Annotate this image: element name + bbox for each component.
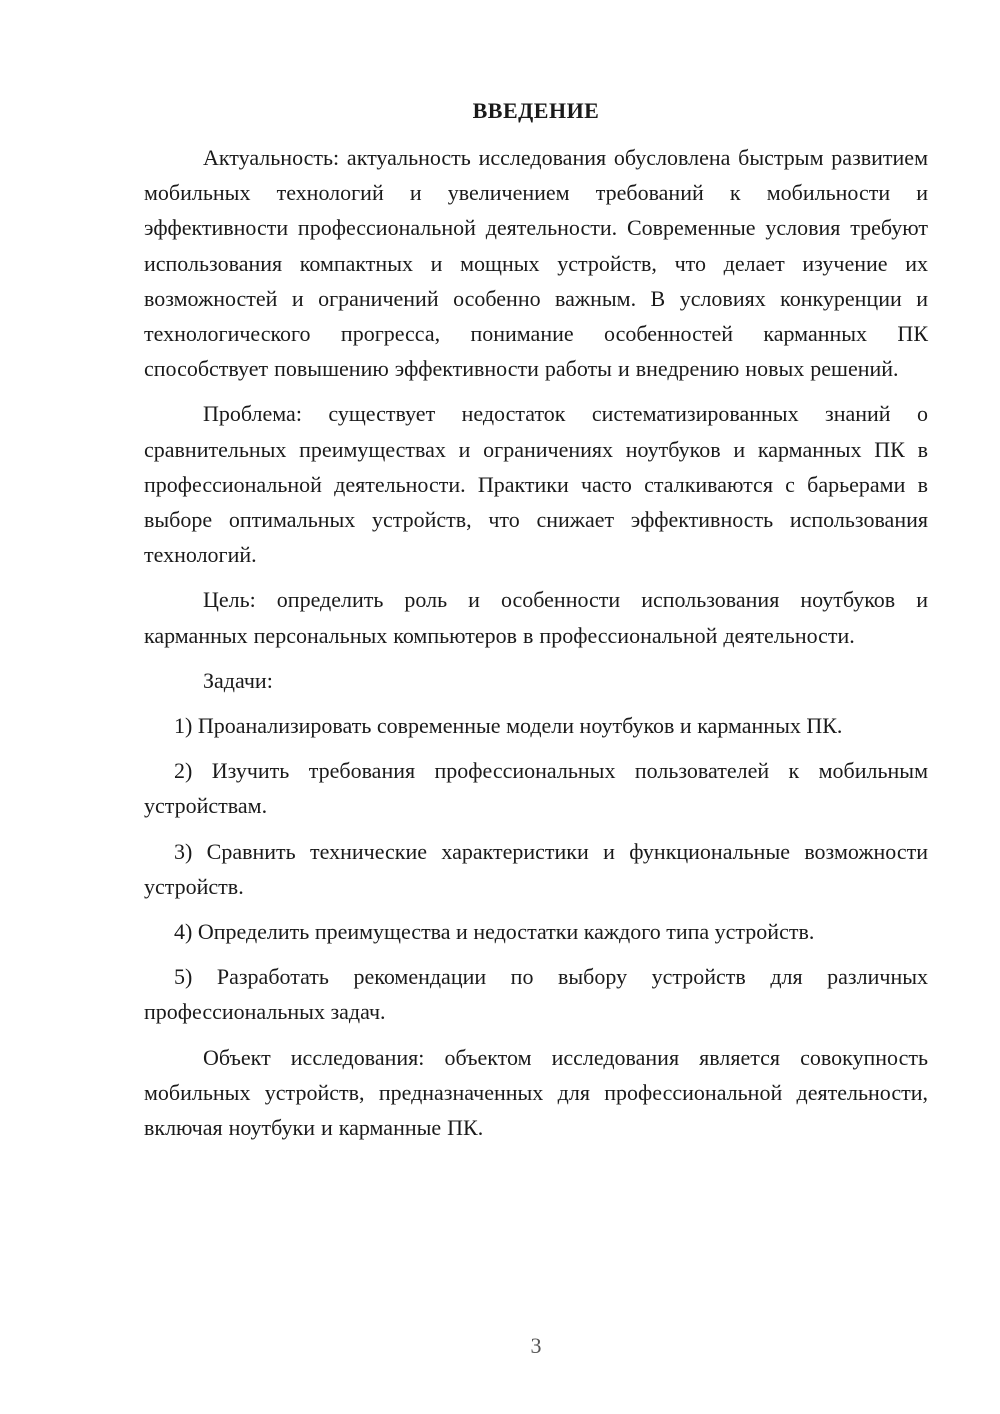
paragraph-problem: Проблема: существует недостаток систематизированных знаний о сравнительных преимуществах и ограничениях ноутбуков и карманных ПК в профессиональной деятельности. Практики часто сталкиваются с барьерами в выборе оптимальных устройств, что снижает эффективность использования технологий. [144, 401, 928, 568]
tasks-heading: Задачи: [203, 667, 273, 693]
page-number: 3 [530, 1333, 542, 1358]
task-item-2: 2) Изучить требования профессиональных пользователей к мобильным устройствам. [144, 758, 928, 819]
task-item-3: 3) Сравнить технические характеристики и функциональные возможности устройств. [144, 838, 928, 899]
task-item-5: 5) Разработать рекомендации по выбору устройств для различных профессиональных задач. [144, 964, 928, 1025]
task-item-4: 4) Определить преимущества и недостатки каждого типа устройств. [174, 919, 815, 945]
paragraph-relevance: Актуальность: актуальность исследования обусловлена быстрым развитием мобильных технологий и увеличением требований к мобильности и эффективности профессиональной деятельности. Современные условия требуют использования компактных и мощных устройств, что делает изучение их возможностей и ограничений особенно важным. В условиях конкуренции и технологического прогресса, понимание особенностей карманных ПК способствует повышению эффективности работы и внедрению новых решений. [144, 145, 928, 382]
task-item-1: 1) Проанализировать современные модели ноутбуков и карманных ПК. [174, 713, 843, 739]
section-title: ВВЕДЕНИЕ [472, 98, 600, 123]
document-page [144, 94, 928, 1155]
paragraph-goal: Цель: определить роль и особенности использования ноутбуков и карманных персональных компьютеров в профессиональной деятельности. [144, 587, 928, 648]
paragraph-object: Объект исследования: объектом исследования является совокупность мобильных устройств, предназначенных для профессиональной деятельности, включая ноутбуки и карманные ПК. [144, 1044, 928, 1141]
